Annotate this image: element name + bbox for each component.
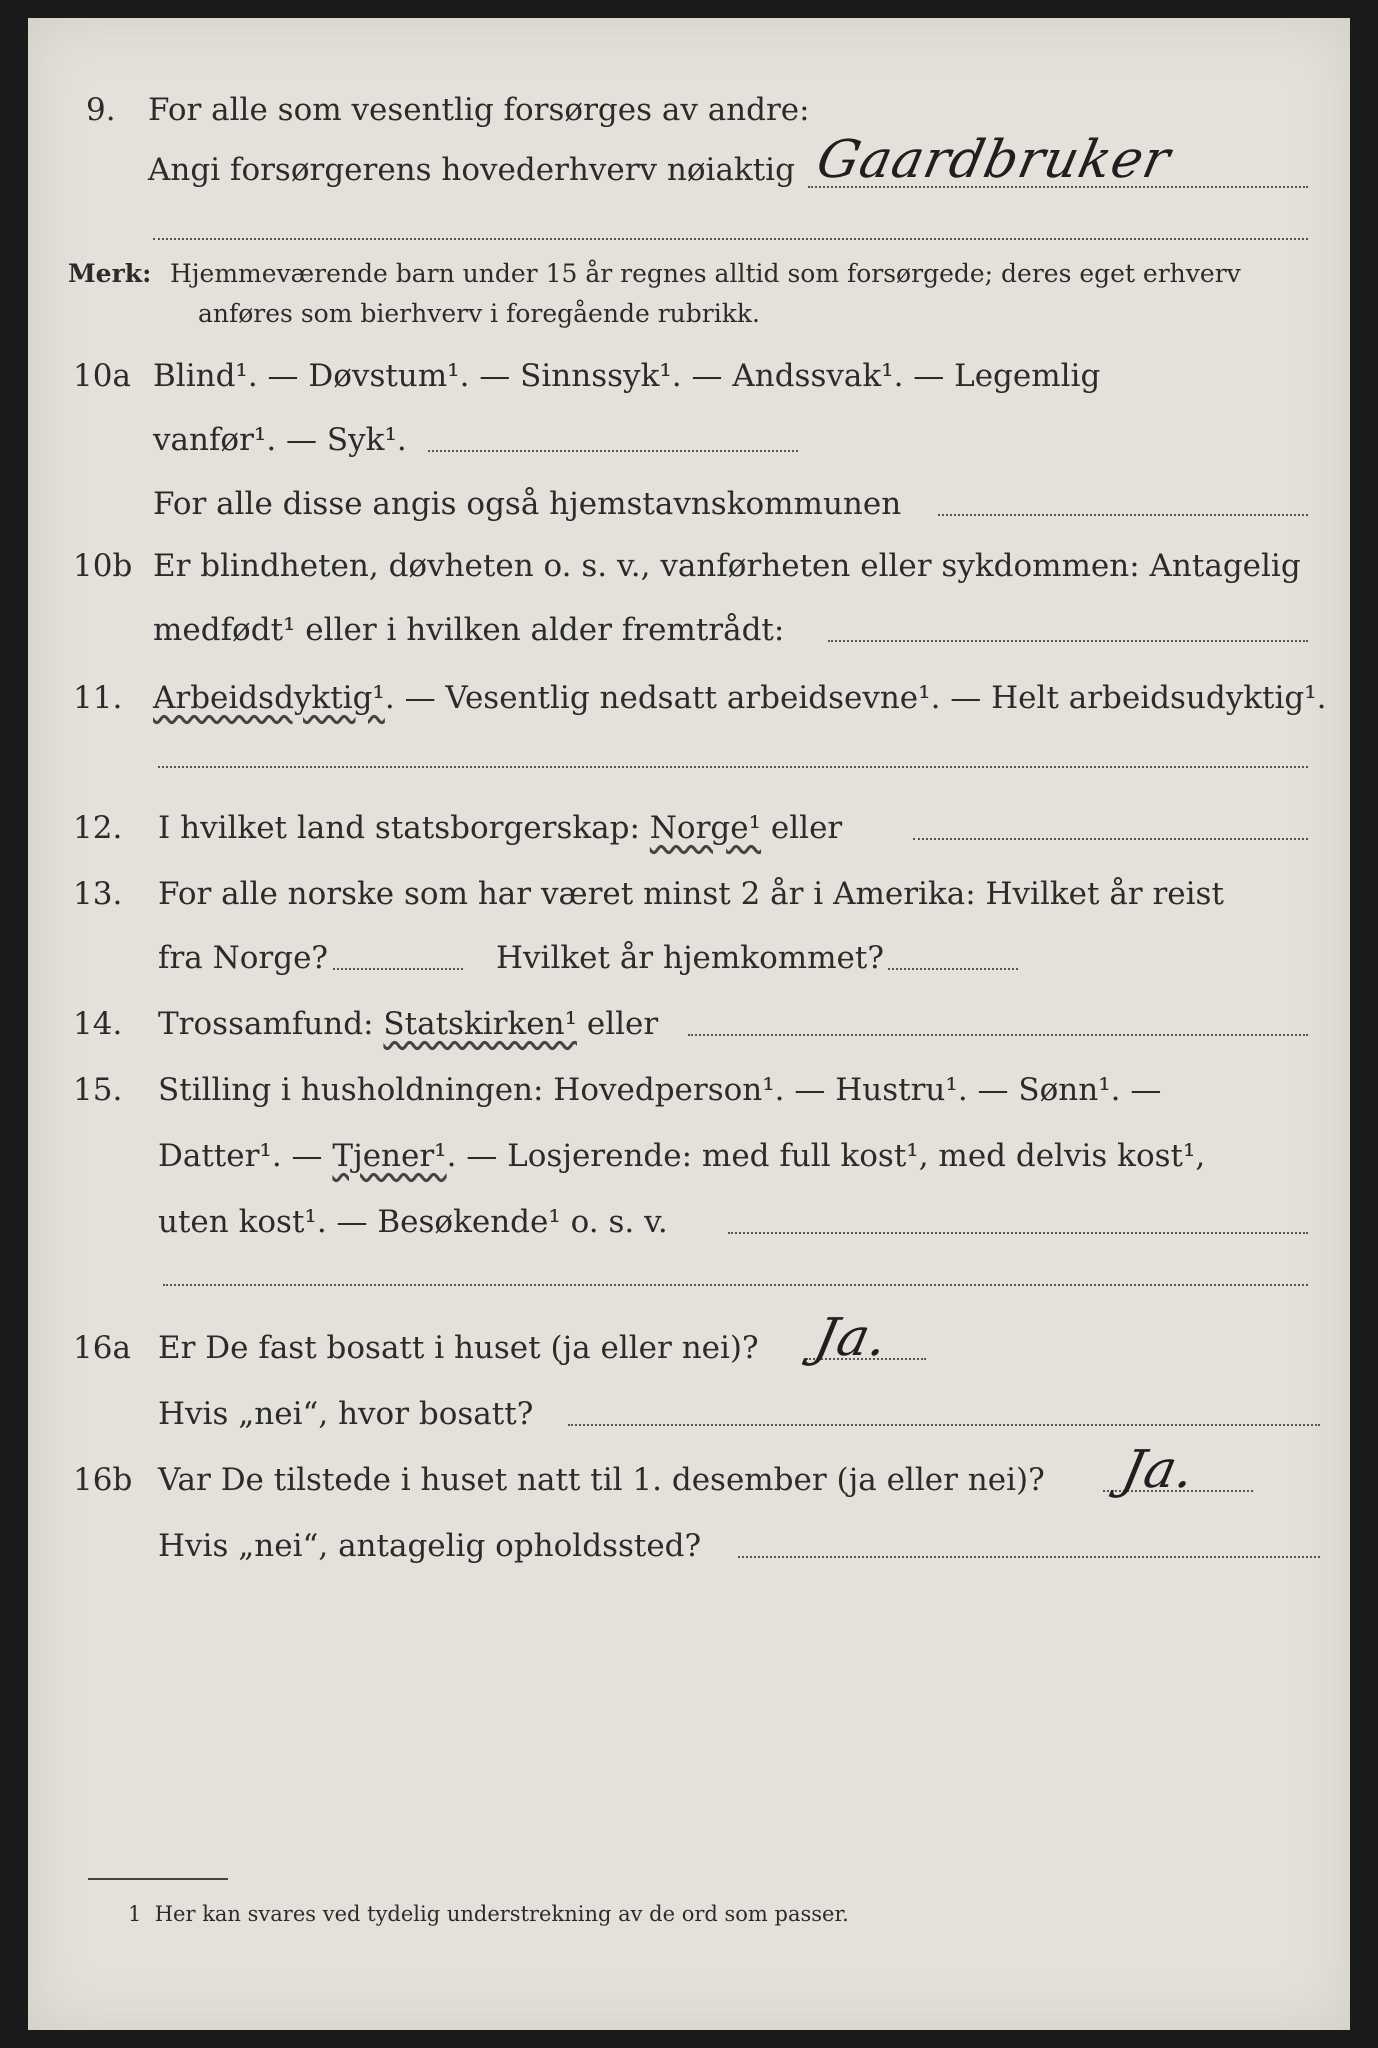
q15-option-tjener: Tjener¹ bbox=[332, 1138, 447, 1174]
q15-line2-rest: . — Losjerende: med full kost¹, med delvis kost¹, bbox=[446, 1138, 1206, 1174]
footnote-mark: 1 bbox=[128, 1902, 142, 1926]
q16b-number: 16b bbox=[73, 1462, 133, 1498]
q15-line1: Stilling i husholdningen: Hovedperson¹. — Hustru¹. — Sønn¹. — bbox=[158, 1072, 1162, 1108]
q12-number: 12. bbox=[73, 810, 123, 846]
q9-number: 9. bbox=[86, 92, 116, 128]
merk-line1: Hjemmeværende barn under 15 år regnes alltid som forsørgede; deres eget erhverv bbox=[170, 259, 1241, 288]
footnote-text: Her kan svares ved tydelig understrekning av de ord som passer. bbox=[154, 1902, 849, 1926]
q11-number: 11. bbox=[73, 680, 123, 716]
q13-hjemkommet-fill bbox=[888, 968, 1018, 970]
q16a-line1: Er De fast bosatt i huset (ja eller nei)? bbox=[158, 1330, 759, 1366]
q9-line1: For alle som vesentlig forsørges av andre: bbox=[148, 92, 810, 128]
q10a-line2-fill bbox=[428, 450, 798, 452]
footnote bbox=[128, 1896, 849, 1932]
q9-handwritten-answer: Gaardbruker bbox=[811, 130, 1176, 190]
q12-fill bbox=[913, 838, 1308, 840]
q16a-handwritten-answer: Ja. bbox=[809, 1308, 894, 1368]
q16b-line2-fill bbox=[738, 1556, 1320, 1558]
q15-datter: Datter¹. — bbox=[158, 1138, 323, 1174]
q15-extra-line bbox=[163, 1284, 1308, 1286]
q10b-number: 10b bbox=[73, 548, 133, 584]
q15-line3-fill bbox=[728, 1232, 1308, 1234]
q14-suffix: eller bbox=[586, 1006, 659, 1042]
q16a-line2: Hvis „nei“, hvor bosatt? bbox=[158, 1396, 534, 1432]
q10a-line2: vanfør¹. — Syk¹. bbox=[153, 422, 407, 458]
q11-rest: . — Vesentlig nedsatt arbeidsevne¹. — Helt arbeidsudyktig¹. bbox=[384, 680, 1327, 716]
q11-option-arbeidsdyktig: Arbeidsdyktig¹ bbox=[153, 680, 385, 716]
q12-option-norge: Norge¹ bbox=[649, 810, 762, 846]
q10b-line2: medfødt¹ eller i hvilken alder fremtrådt: bbox=[153, 612, 785, 648]
q15-line2 bbox=[158, 1136, 1205, 1176]
q10b-line2-fill bbox=[828, 640, 1308, 642]
q16b-line2: Hvis „nei“, antagelig opholdssted? bbox=[158, 1528, 702, 1564]
merk-label: Merk: bbox=[68, 259, 152, 288]
q9-extra-line bbox=[153, 238, 1308, 240]
q14-line bbox=[158, 1004, 658, 1044]
q13-reist-fill bbox=[333, 968, 463, 970]
q14-number: 14. bbox=[73, 1006, 123, 1042]
q16a-number: 16a bbox=[73, 1330, 131, 1366]
q12-line bbox=[158, 808, 842, 848]
q10a-line1: Blind¹. — Døvstum¹. — Sinnssyk¹. — Andssvak¹. — Legemlig bbox=[153, 358, 1101, 394]
q13-line2b: Hvilket år hjemkommet? bbox=[496, 940, 884, 976]
q16a-line2-fill bbox=[568, 1424, 1320, 1426]
q12-suffix: eller bbox=[770, 810, 843, 846]
q10a-line3-fill bbox=[938, 514, 1308, 516]
q14-option-statskirken: Statskirken¹ bbox=[383, 1006, 577, 1042]
q15-number: 15. bbox=[73, 1072, 123, 1108]
q13-line2a: fra Norge? bbox=[158, 940, 329, 976]
q13-line1: For alle norske som har været minst 2 år i Amerika: Hvilket år reist bbox=[158, 876, 1224, 912]
census-form-page bbox=[28, 18, 1350, 2030]
q14-fill bbox=[688, 1034, 1308, 1036]
q12-prefix: I hvilket land statsborgerskap: bbox=[158, 810, 640, 846]
q14-prefix: Trossamfund: bbox=[158, 1006, 374, 1042]
q10b-line1: Er blindheten, døvheten o. s. v., vanførheten eller sykdommen: Antagelig bbox=[153, 548, 1301, 584]
q16b-line1: Var De tilstede i huset natt til 1. desember (ja eller nei)? bbox=[158, 1462, 1045, 1498]
q13-number: 13. bbox=[73, 876, 123, 912]
q11-extra-line bbox=[158, 766, 1308, 768]
q15-line3: uten kost¹. — Besøkende¹ o. s. v. bbox=[158, 1204, 668, 1240]
q11-line bbox=[153, 678, 1327, 718]
q9-line2: Angi forsørgerens hovederhverv nøiaktig bbox=[148, 152, 795, 188]
footnote-rule bbox=[88, 1878, 228, 1880]
q10a-line3: For alle disse angis også hjemstavnskommunen bbox=[153, 486, 902, 522]
q10a-number: 10a bbox=[73, 358, 131, 394]
q16b-handwritten-answer: Ja. bbox=[1116, 1440, 1201, 1500]
merk-line2: anføres som bierhverv i foregående rubrikk. bbox=[198, 299, 760, 328]
